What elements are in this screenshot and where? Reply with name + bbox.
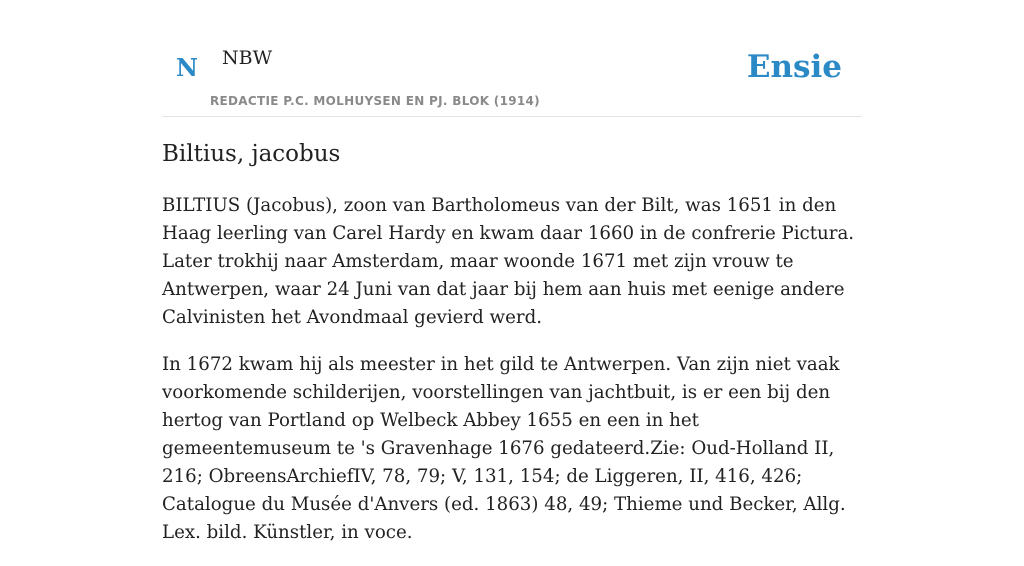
paragraph: In 1672 kwam hij als meester in het gild te Antwerpen. Van zijn niet vaak voorkomende schilderijen, voorstellingen van jachtbuit, is er een bij den hertog van Portland op Welbeck Abbey 1655 en een in het gemeentemuseum te 's Gravenhage 1676 gedateerd.Zie: Oud-Holland II, 216; ObreensArchiefIV, 78, 79; V, 131, 154; de Liggeren, II, 416, 426; Catalogue du Musée d'Anvers (ed. 1863) 48, 49; Thieme und Becker, Allg. Lex. bild. Künstler, in voce. [162,354,846,543]
source-subtitle: REDACTIE P.C. MOLHUYSEN EN PJ. BLOK (1914) [210,94,540,108]
brand-logo-link[interactable]: Ensie [746,49,842,85]
page-title: Biltius, jacobus [162,141,341,167]
source-logo[interactable]: N [176,53,198,82]
article-body [162,192,864,566]
header [162,0,862,117]
paragraph: BILTIUS (Jacobus), zoon van Bartholomeus van der Bilt, was 1651 in den Haag leerling van Carel Hardy en kwam daar 1660 in de confrerie Pictura. Later trokhij naar Amsterdam, maar woonde 1671 met zijn vrouw te Antwerpen, waar 24 Juni van dat jaar bij hem aan huis met eenige andere Calvinisten het Avondmaal gevierd werd. [162,195,855,328]
source-name[interactable]: NBW [222,47,273,69]
